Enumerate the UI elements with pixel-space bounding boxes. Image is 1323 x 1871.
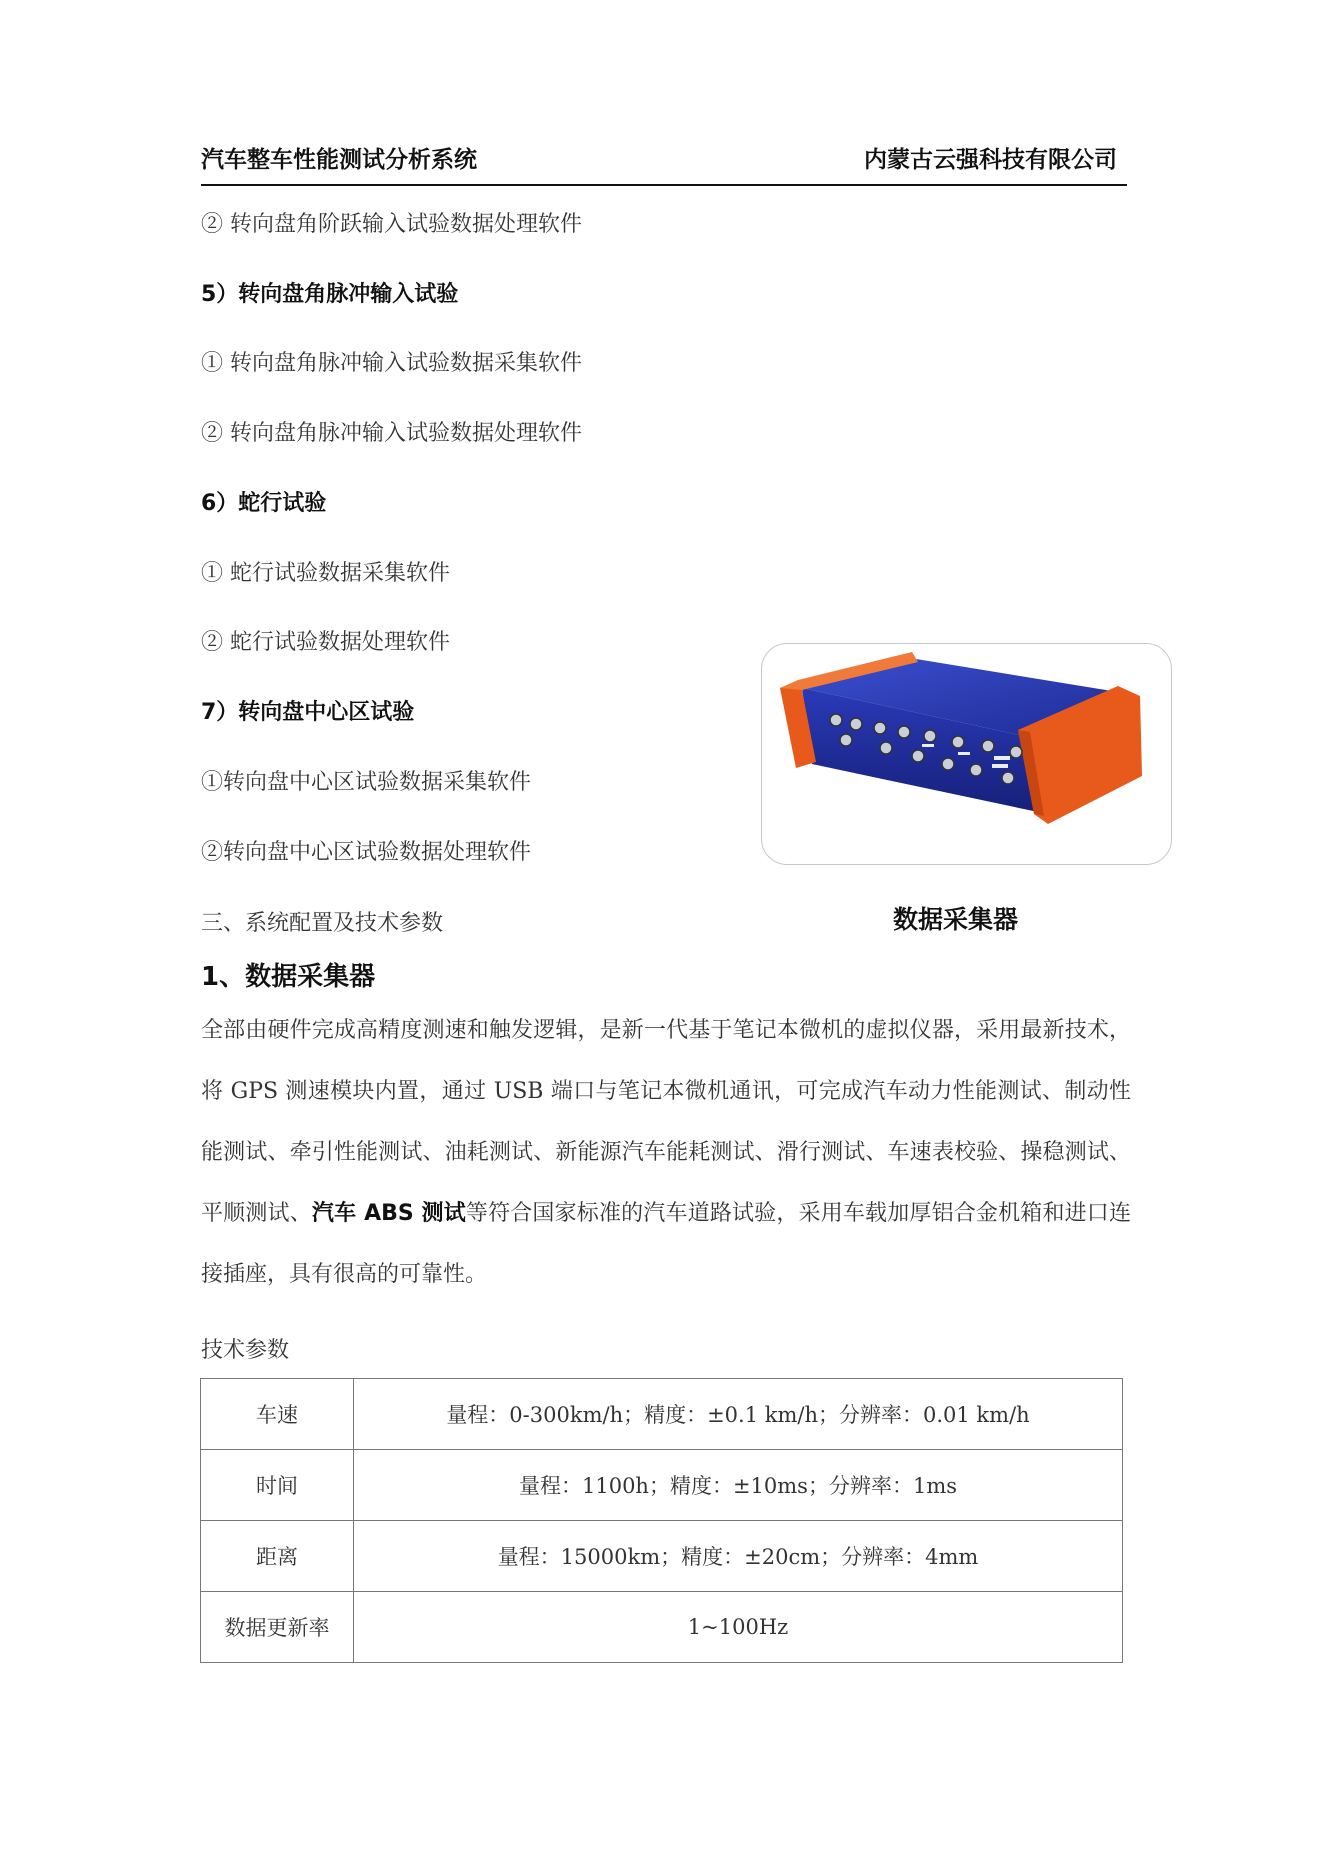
tech-params-label: 技术参数 xyxy=(201,1338,290,1363)
spec-table xyxy=(200,1378,1123,1663)
spec-name-cell: 车速 xyxy=(201,1379,354,1450)
spec-name-cell: 数据更新率 xyxy=(201,1592,354,1663)
spec-value-cell: 量程：0-300km/h；精度：±0.1 km/h；分辨率：0.01 km/h xyxy=(354,1379,1123,1450)
section-heading-7: 7）转向盘中心区试验 xyxy=(201,700,415,725)
list-item: ① 转向盘角脉冲输入试验数据采集软件 xyxy=(201,351,582,376)
spec-name-cell: 时间 xyxy=(201,1450,354,1521)
table-row xyxy=(201,1521,1123,1592)
spec-value-cell: 量程：15000km；精度：±20cm；分辨率：4mm xyxy=(354,1521,1123,1592)
list-item: ② 蛇行试验数据处理软件 xyxy=(201,630,450,655)
table-row xyxy=(201,1379,1123,1450)
image-caption: 数据采集器 xyxy=(893,905,1019,934)
part-three-heading: 三、系统配置及技术参数 xyxy=(201,911,444,936)
list-item: ①转向盘中心区试验数据采集软件 xyxy=(201,770,532,795)
spec-value-cell: 量程：1100h；精度：±10ms；分辨率：1ms xyxy=(354,1450,1123,1521)
paragraph-text: 等符合国家标准的汽车道路试验，采用车载加厚铝合金机箱和进口连接插座，具有很高的可靠性。 xyxy=(201,1201,1131,1287)
data-acquisition-device-illustration xyxy=(762,644,1171,864)
list-item: ① 蛇行试验数据采集软件 xyxy=(201,561,450,586)
spec-value-cell: 1~100Hz xyxy=(354,1592,1123,1663)
list-item: ②转向盘中心区试验数据处理软件 xyxy=(201,840,532,865)
header-right-company: 内蒙古云强科技有限公司 xyxy=(864,147,1117,173)
spec-name-cell: 距离 xyxy=(201,1521,354,1592)
list-item: ② 转向盘角阶跃输入试验数据处理软件 xyxy=(201,212,582,237)
table-row xyxy=(201,1592,1123,1663)
header-left-title: 汽车整车性能测试分析系统 xyxy=(201,147,477,173)
section-heading-6: 6）蛇行试验 xyxy=(201,491,327,516)
list-item: ② 转向盘角脉冲输入试验数据处理软件 xyxy=(201,421,582,446)
device-image xyxy=(761,643,1172,865)
description-paragraph xyxy=(201,1000,1131,1305)
paragraph-text: 全部由硬件完成高精度测速和触发逻辑，是新一代基于笔记本微机的虚拟仪器，采用最新技术，将 GPS 测速模块内置，通过 USB 端口与笔记本微机通讯，可完成汽车动力性能测试、制动性能测试、牵引性能测试、油耗测试、新能源汽车能耗测试、滑行测试、车速表校验、操稳测试、平顺测试、 xyxy=(201,1018,1131,1226)
paragraph-bold-text: 汽车 ABS 测试 xyxy=(311,1201,466,1226)
section-heading-5: 5）转向盘角脉冲输入试验 xyxy=(201,282,459,307)
table-row xyxy=(201,1450,1123,1521)
heading-data-acquisition: 1、数据采集器 xyxy=(201,962,376,992)
header-divider xyxy=(201,184,1127,186)
